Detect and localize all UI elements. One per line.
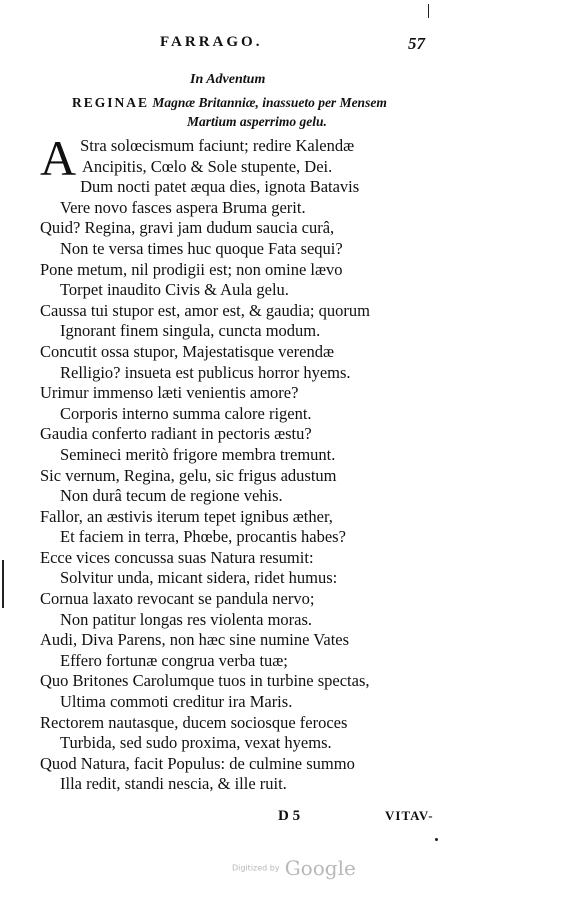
poem-line: Quo Britones Carolumque tuos in turbine spectas, xyxy=(40,671,370,691)
poem-line: Non te versa times huc quoque Fata sequi? xyxy=(60,238,343,258)
poem-body xyxy=(40,130,460,795)
poem-line: Torpet inaudito Civis & Aula gelu. xyxy=(60,280,289,300)
running-head: FARRAGO. xyxy=(160,34,263,50)
poem-line: Relligio? insueta est publicus horror hyems. xyxy=(60,362,351,382)
poem-line: Non patitur longas res violenta moras. xyxy=(60,609,313,629)
poem-line: Pone metum, nil prodigii est; non omine lævo xyxy=(40,259,343,279)
poem-line: Audi, Diva Parens, non hæc sine numine Vates xyxy=(40,630,350,650)
poem-line: Cornua laxato revocant se pandula nervo; xyxy=(40,589,315,609)
page-edge-mark xyxy=(2,560,4,608)
subheading-line-1: Magnæ Britanniæ, inassueto per Mensem xyxy=(152,95,387,110)
poem-line: Ecce vices concussa suas Natura resumit: xyxy=(40,547,314,567)
poem-line: Concutit ossa stupor, Majestatisque verendæ xyxy=(40,341,335,361)
poem-line: Effero fortunæ congrua verba tuæ; xyxy=(60,650,288,670)
poem-line: Sic vernum, Regina, gelu, sic frigus adustum xyxy=(40,465,337,485)
poem-line: Fallor, an æstivis iterum tepet ignibus æther, xyxy=(40,506,333,526)
poem-heading: In Adventum xyxy=(190,72,266,87)
page-dot xyxy=(435,838,438,841)
poem-line: Et faciem in terra, Phœbe, procantis habes? xyxy=(60,527,346,547)
watermark-small-text: Digitized by xyxy=(232,863,280,873)
poem-line: Ultima commoti creditur ira Maris. xyxy=(60,692,293,712)
poem-line: Solvitur unda, micant sidera, ridet humus: xyxy=(60,568,338,588)
drop-cap: A xyxy=(40,130,77,186)
poem-line: Ancipitis, Cœlo & Sole stupente, Dei. xyxy=(82,156,333,176)
page-edge-mark xyxy=(428,4,429,18)
poem-line: Caussa tui stupor est, amor est, & gaudia; quorum xyxy=(40,300,370,320)
poem-line: Turbida, sed sudo proxima, vexat hyems. xyxy=(60,733,332,753)
poem-line: Non durâ tecum de regione vehis. xyxy=(60,486,283,506)
poem-line: Ignorant finem singula, cuncta modum. xyxy=(60,321,321,341)
page-number: 57 xyxy=(408,34,425,53)
digitization-watermark xyxy=(232,856,356,880)
poem-subheading xyxy=(72,93,492,131)
subheading-caps: REGINAE xyxy=(72,95,150,110)
poem-line: Quod Natura, facit Populus: de culmine summo xyxy=(40,753,355,773)
poem-line: Rectorem nautasque, ducem sociosque feroces xyxy=(40,712,348,732)
poem-line: Corporis interno summa calore rigent. xyxy=(60,403,312,423)
catchword: VITAV- xyxy=(385,808,434,823)
poem-line: A Stra solœcismum faciunt; redire Kalendæ xyxy=(40,130,355,186)
watermark-logo-text: Google xyxy=(284,856,356,880)
poem-line: Dum nocti patet æqua dies, ignota Batavis xyxy=(80,177,360,197)
poem-line: Urimur immenso læti venientis amore? xyxy=(40,383,299,403)
poem-line: Vere novo fasces aspera Bruma gerit. xyxy=(60,197,306,217)
poem-line: Gaudia conferto radiant in pectoris æstu? xyxy=(40,424,312,444)
signature-mark: D 5 xyxy=(278,808,301,824)
poem-line: Semineci meritò frigore membra tremunt. xyxy=(60,444,336,464)
poem-line: Illa redit, standi nescia, & ille ruit. xyxy=(60,774,287,794)
poem-line: Quid? Regina, gravi jam dudum saucia curâ, xyxy=(40,218,335,238)
subheading-line-2: Martium asperrimo gelu. xyxy=(187,114,327,129)
